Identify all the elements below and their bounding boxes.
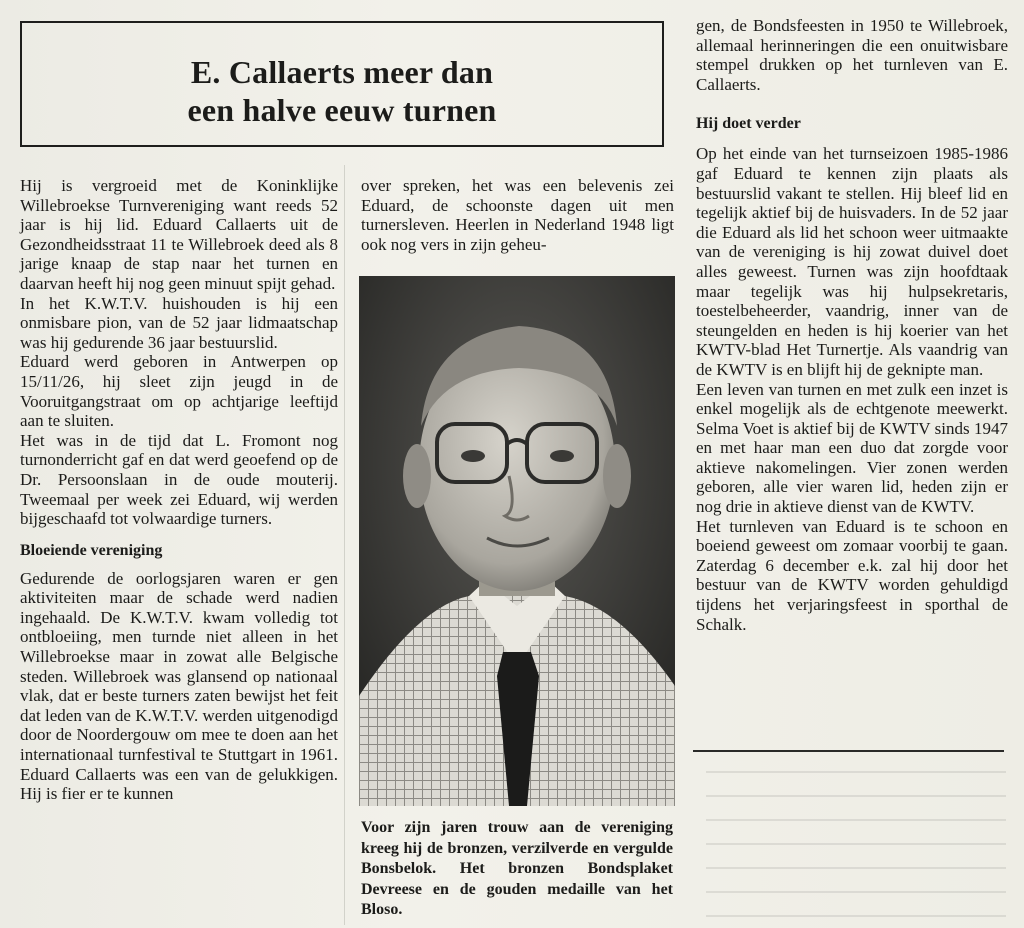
- portrait-photo: [359, 276, 675, 806]
- end-rule: [693, 750, 1004, 752]
- paragraph: Een leven van turnen en met zulk een inzet is enkel mogelijk als de echtgenote meewerkt. Selma Voet is aktief bij de KWTV sinds 1947 en met haar man een duo dat zorgde voor aktieve nakomelingen. Vier zonen werden geboren, alle vier waren lid, heden zijn er nog drie in aktieve dienst van de KWTV.: [696, 379, 1008, 517]
- caption-text: Voor zijn jaren trouw aan de vereniging kreeg hij de bronzen, verzilverde en vergulde Bonsbelok. Het bronzen Bondsplaket Devreese en de gouden medaille van het Bloso.: [361, 819, 673, 918]
- headline-line-2: een halve eeuw turnen: [187, 92, 497, 128]
- headline-box: [20, 21, 664, 147]
- column-3: [696, 16, 1008, 634]
- column-2: [361, 176, 674, 254]
- subheading-bloeiende-vereniging: Bloeiende vereniging: [20, 541, 163, 559]
- subheading-hij-doet-verder: Hij doet verder: [696, 115, 801, 133]
- paragraph: Hij is vergroeid met de Koninklijke Willebroekse Turnvereniging want reeds 52 jaar is hij lid. Eduard Callaerts uit de Gezondheidsstraat 11 te Willebroek deed als 8 jarige knaap de stap naar het turnen en daarvan heeft hij nog geen minuut spijt gehad.: [20, 176, 338, 293]
- column-1: [20, 176, 338, 804]
- paragraph: Eduard werd geboren in Antwerpen op 15/11/26, hij sleet zijn jeugd in de Vooruitgangstraat om op achtjarige leeftijd aan te sluiten.: [20, 352, 338, 431]
- headline: [22, 53, 662, 129]
- headline-line-1: E. Callaerts meer dan: [190, 54, 494, 90]
- show-through-text: [706, 760, 1006, 920]
- column-gutter-shadow: [344, 165, 345, 925]
- paragraph: In het K.W.T.V. huishouden is hij een onmisbare pion, van de 52 jaar lidmaatschap was hij gedurende 36 jaar bestuurslid.: [20, 293, 338, 352]
- portrait-image: [359, 276, 675, 806]
- paragraph: Het was in de tijd dat L. Fromont nog turnonderricht gaf en dat werd geoefend op de Dr. Persoonslaan in de oude mouterij. Tweemaal per week zei Eduard, wij werden bijgeschaafd tot volwaardige turners.: [20, 430, 338, 529]
- paragraph: Gedurende de oorlogsjaren waren er gen aktiviteiten maar de schade werd nadien ingehaald. De K.W.T.V. kwam volledig tot ontbloeiing, men turnde niet alleen in het Willebroekse maar in zowat alle Belgische steden. Willebroek was glansend op nationaal vlak, dat er beste turners zaten bewijst het feit dat leden van de K.W.T.V. werden uitgenodigd door de Noordergouw om mee te doen aan het internationaal turnfestival te Stuttgart in 1961. Eduard Callaerts was een van de gelukkigen. Hij is fier er te kunnen: [20, 568, 338, 804]
- paragraph: Het turnleven van Eduard is te schoon en boeiend geweest om zomaar voorbij te gaan. Zaterdag 6 december e.k. zal hij door het bestuur van de KWTV worden gehuldigd tijdens het verjaringsfeest in sporthal de Schalk.: [696, 516, 1008, 634]
- paragraph: Op het einde van het turnseizoen 1985-1986 gaf Eduard te kennen zijn plaats als bestuurslid vakant te stellen. Hij bleef lid en tegelijk aktief bij de huisvaders. In de 52 jaar die Eduard als lid het schoon weer uitmaakte van de vereniging is hij zowat duivel doet alles geweest. Turnen was zijn hoofdtaak maar tegelijk was hij hulpsekretaris, toestelbeheerder, vaandrig, inner van de steungelden en heden is hij koerier van het KWTV-blad Het Turnertje. Als vaandrig van de KWTV is en blijft hij de geknipte man.: [696, 144, 1008, 379]
- paragraph: over spreken, het was een belevenis zei Eduard, de schoonste dagen uit men turnersleven. Heerlen in Nederland 1948 ligt ook nog vers in zijn geheu-: [361, 176, 674, 254]
- paragraph: gen, de Bondsfeesten in 1950 te Willebroek, allemaal herinneringen die een onuitwisbare stempel drukken op het turnleven van E. Callaerts.: [696, 16, 1008, 94]
- photo-caption: [361, 818, 673, 921]
